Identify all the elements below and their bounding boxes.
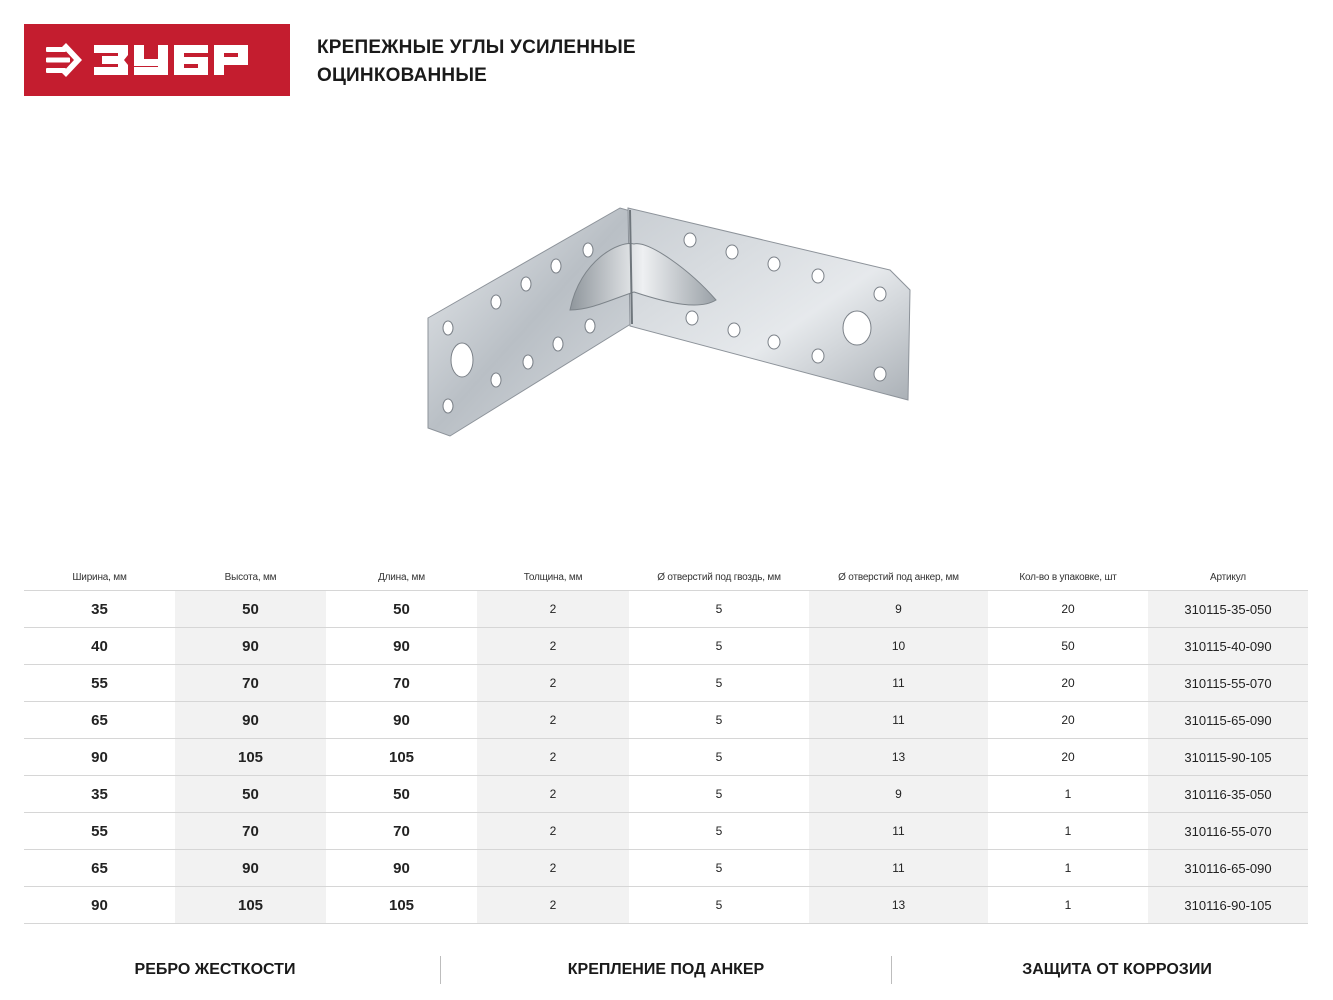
title-line-2: ОЦИНКОВАННЫЕ (317, 65, 488, 86)
feature-anchor-mount: КРЕПЛЕНИЕ ПОД АНКЕР (567, 961, 765, 978)
cell-anchor-hole-diameter: 9 (809, 591, 988, 628)
cell-pack-quantity: 1 (988, 813, 1148, 850)
header-height: Высота, мм (175, 564, 326, 591)
header-anchor-hole-diameter: Ø отверстий под анкер, мм (809, 564, 988, 591)
zubr-logo-icon (42, 35, 272, 85)
table-row (24, 665, 1308, 702)
cell-thickness: 2 (477, 665, 629, 702)
cell-pack-quantity: 1 (988, 850, 1148, 887)
cell-thickness: 2 (477, 813, 629, 850)
cell-thickness: 2 (477, 850, 629, 887)
header-width: Ширина, мм (24, 564, 175, 591)
feature-bar (0, 954, 1333, 986)
cell-height: 90 (175, 628, 326, 665)
cell-height: 50 (175, 591, 326, 628)
cell-article: 310115-65-090 (1148, 702, 1308, 739)
feature-divider (440, 956, 441, 984)
cell-anchor-hole-diameter: 11 (809, 665, 988, 702)
cell-length: 70 (326, 813, 477, 850)
cell-article: 310116-65-090 (1148, 850, 1308, 887)
header-nail-hole-diameter: Ø отверстий под гвоздь, мм (629, 564, 809, 591)
cell-anchor-hole-diameter: 11 (809, 850, 988, 887)
cell-nail-hole-diameter: 5 (629, 850, 809, 887)
cell-width: 55 (24, 665, 175, 702)
cell-thickness: 2 (477, 739, 629, 776)
brand-logo (24, 24, 290, 96)
cell-nail-hole-diameter: 5 (629, 887, 809, 924)
cell-height: 50 (175, 776, 326, 813)
angle-bracket-icon (420, 200, 920, 450)
cell-thickness: 2 (477, 628, 629, 665)
table-body (24, 591, 1308, 924)
table-row (24, 702, 1308, 739)
table-row (24, 591, 1308, 628)
cell-length: 50 (326, 776, 477, 813)
cell-width: 35 (24, 591, 175, 628)
table-header-row (24, 564, 1308, 591)
title-line-1: КРЕПЕЖНЫЕ УГЛЫ УСИЛЕННЫЕ (317, 37, 636, 58)
cell-thickness: 2 (477, 776, 629, 813)
cell-width: 40 (24, 628, 175, 665)
cell-nail-hole-diameter: 5 (629, 591, 809, 628)
cell-article: 310115-35-050 (1148, 591, 1308, 628)
product-image (420, 200, 920, 450)
cell-anchor-hole-diameter: 11 (809, 813, 988, 850)
cell-height: 105 (175, 887, 326, 924)
cell-nail-hole-diameter: 5 (629, 702, 809, 739)
cell-nail-hole-diameter: 5 (629, 813, 809, 850)
cell-anchor-hole-diameter: 10 (809, 628, 988, 665)
cell-article: 310116-35-050 (1148, 776, 1308, 813)
feature-corrosion-protection: ЗАЩИТА ОТ КОРРОЗИИ (1022, 961, 1212, 978)
table-row (24, 628, 1308, 665)
spec-table (24, 564, 1308, 924)
cell-pack-quantity: 1 (988, 887, 1148, 924)
cell-nail-hole-diameter: 5 (629, 628, 809, 665)
table-row (24, 776, 1308, 813)
cell-nail-hole-diameter: 5 (629, 776, 809, 813)
cell-height: 105 (175, 739, 326, 776)
table-row (24, 739, 1308, 776)
cell-pack-quantity: 1 (988, 776, 1148, 813)
cell-length: 90 (326, 850, 477, 887)
table-row (24, 850, 1308, 887)
cell-height: 70 (175, 813, 326, 850)
header-length: Длина, мм (326, 564, 477, 591)
cell-anchor-hole-diameter: 13 (809, 739, 988, 776)
cell-length: 70 (326, 665, 477, 702)
header-article: Артикул (1148, 564, 1308, 591)
cell-thickness: 2 (477, 702, 629, 739)
cell-width: 90 (24, 887, 175, 924)
cell-article: 310116-55-070 (1148, 813, 1308, 850)
cell-article: 310116-90-105 (1148, 887, 1308, 924)
cell-anchor-hole-diameter: 13 (809, 887, 988, 924)
cell-thickness: 2 (477, 591, 629, 628)
cell-length: 90 (326, 702, 477, 739)
cell-pack-quantity: 20 (988, 739, 1148, 776)
cell-height: 70 (175, 665, 326, 702)
cell-thickness: 2 (477, 887, 629, 924)
header-pack-quantity: Кол-во в упаковке, шт (988, 564, 1148, 591)
cell-article: 310115-90-105 (1148, 739, 1308, 776)
cell-width: 65 (24, 702, 175, 739)
cell-length: 50 (326, 591, 477, 628)
cell-width: 35 (24, 776, 175, 813)
cell-width: 55 (24, 813, 175, 850)
cell-pack-quantity: 50 (988, 628, 1148, 665)
cell-height: 90 (175, 850, 326, 887)
cell-article: 310115-55-070 (1148, 665, 1308, 702)
cell-pack-quantity: 20 (988, 591, 1148, 628)
cell-length: 105 (326, 887, 477, 924)
cell-pack-quantity: 20 (988, 702, 1148, 739)
header-thickness: Толщина, мм (477, 564, 629, 591)
cell-anchor-hole-diameter: 9 (809, 776, 988, 813)
cell-length: 90 (326, 628, 477, 665)
cell-width: 90 (24, 739, 175, 776)
feature-divider (891, 956, 892, 984)
cell-article: 310115-40-090 (1148, 628, 1308, 665)
feature-stiffening-rib: РЕБРО ЖЕСТКОСТИ (134, 961, 296, 978)
cell-nail-hole-diameter: 5 (629, 739, 809, 776)
cell-nail-hole-diameter: 5 (629, 665, 809, 702)
cell-height: 90 (175, 702, 326, 739)
table-row (24, 813, 1308, 850)
cell-width: 65 (24, 850, 175, 887)
cell-anchor-hole-diameter: 11 (809, 702, 988, 739)
cell-length: 105 (326, 739, 477, 776)
table-row (24, 887, 1308, 924)
cell-pack-quantity: 20 (988, 665, 1148, 702)
page-title (317, 34, 636, 90)
